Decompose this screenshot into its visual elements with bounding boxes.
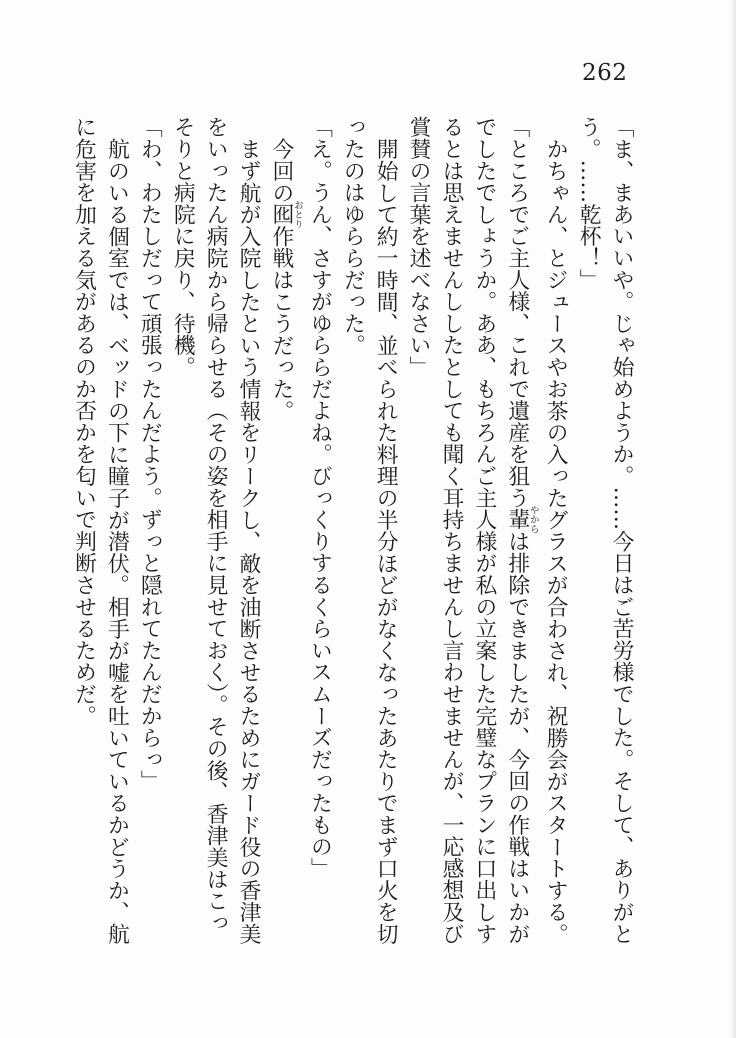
text-line: 今回の囮おとり作戦はこうだった。 [268,137,303,422]
page-number: 262 [582,60,628,86]
text-line: まず航が入院したという情報をリークし、敵を油断させるためにガード役の香津美 [236,137,262,945]
text-line: 「わ、わたしだって頑張ったんだよう。ずっと隠れてたんだからっ」 [137,116,163,792]
text-area [67,116,637,948]
text-line: るとは思えませんししたとしても聞く耳持ちませんし言わせませんが、一応感想及び [438,116,464,945]
text-line: 賞賛の言葉を述べなさい」 [406,116,432,378]
furigana-text: やから [527,505,539,534]
furigana-text: おとり [291,199,303,229]
furigana-ruby: 囮おとり [268,199,303,229]
text-line: ったのはゆららだった。 [340,116,366,356]
text-line: 開始して約一時間、並べられた料理の半分ほどがなくなったあたりでまず口火を切 [373,137,399,945]
text-line: そりと病院に戻り、待機。 [170,116,196,378]
text-line: でしたでしょうか。ああ、もちろんご主人様が私の立案した完璧なプランに口出しす [471,116,497,945]
text-line: 「え。うん、さすがゆららだよね。びっくりするくらいスムーズだったもの」 [307,116,333,879]
page-edge-shading [730,0,736,1038]
furigana-ruby: 輩やから [504,505,539,534]
text-line: 「ところでご主人様、これで遺産を狙う輩やからは排除できましたが、今回の作戦はいかが [504,116,539,945]
text-line: をいったん病院から帰らせる（その姿を相手に見せておく）。その後、香津美はこっ [203,116,229,934]
text-line: 「ま、まあいいや。じゃ始めようか。……今日はご苦労様でした。そして、ありがと [609,116,634,945]
text-line: かちゃん、とジュースやお茶の入ったグラスが合わされ、祝勝会がスタートする。 [543,137,569,945]
text-line: に危害を加える気があるのか否かを匂いで判断させるためだ。 [71,116,97,727]
text-line: う。……乾杯！」 [576,116,602,291]
text-line: 航のいる個室では、ベッドの下に瞳子が潜伏。相手が嘘を吐いているかどうか、航 [104,137,130,945]
